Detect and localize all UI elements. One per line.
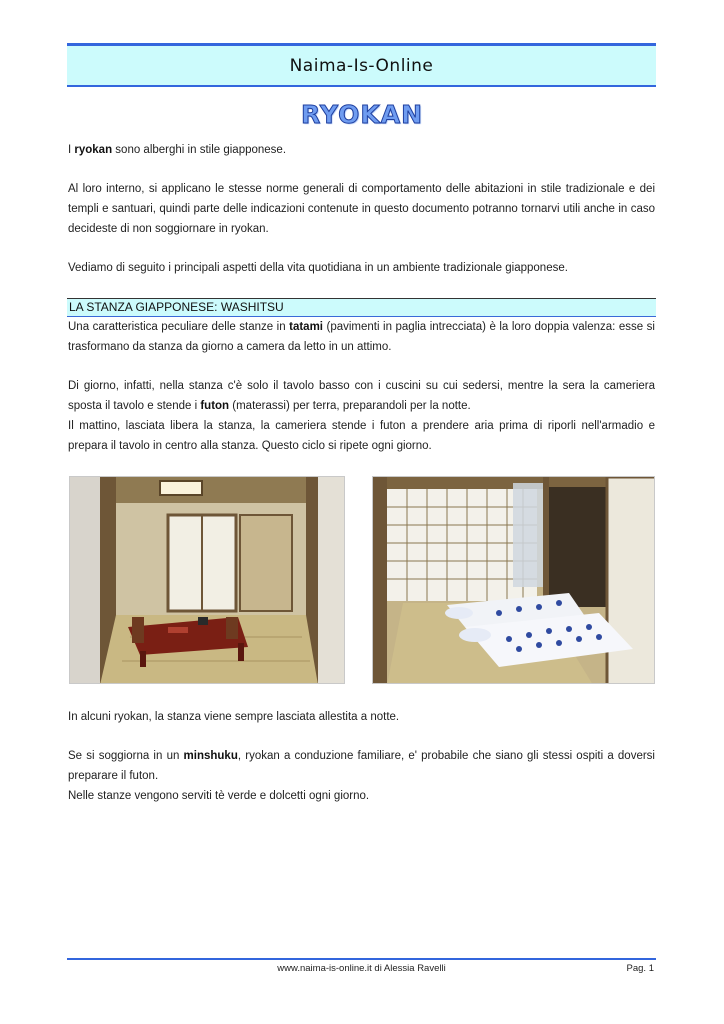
day-room-photo: [69, 476, 345, 684]
tatami-bold: tatami: [289, 321, 323, 333]
day-suffix: (materassi) per terra, preparandoli per la notte.: [229, 400, 471, 412]
interior-paragraph: Al loro interno, si applicano le stesse norme generali di comportamento delle abitazioni in stile tradizionale e dei templi e santuari, quindi parte delle indicazioni contenute in questo documento potranno tornarvi utili anche in caso decideste di non soggiornare in ryokan.: [68, 183, 655, 235]
section-heading-washitsu: LA STANZA GIAPPONESE: WASHITSU: [67, 298, 656, 317]
night-room-photo: [372, 476, 655, 684]
minshuku-suffix: , ryokan a conduzione familiare, e' probabile che siano gli stessi ospiti a doversi preparare il futon.: [68, 750, 655, 782]
site-title: Naima-Is-Online: [289, 56, 434, 76]
tatami-prefix: Una caratteristica peculiare delle stanze in: [68, 321, 290, 333]
day-bold: futon: [200, 400, 230, 412]
day-paragraph: [68, 376, 655, 416]
intro-suffix: sono alberghi in stile giapponese.: [112, 144, 287, 156]
intro-paragraph: [68, 140, 655, 160]
intro-bold: ryokan: [74, 144, 113, 156]
site-header-band: [67, 43, 656, 87]
aspects-paragraph: Vediamo di seguito i principali aspetti della vita quotidiana in un ambiente tradizionale giapponese.: [68, 262, 568, 274]
morning-paragraph: Il mattino, lasciata libera la stanza, la cameriera stende i futon a prendere aria prima di riporli nell'armadio e prepara il tavolo in centro alla stanza. Questo ciclo si ripete ogni giorno.: [68, 420, 655, 452]
always-ready-paragraph: In alcuni ryokan, la stanza viene sempre lasciata allestita a notte.: [68, 711, 400, 723]
minshuku-prefix: Se si soggiorna in un: [68, 750, 184, 762]
document-title: RYOKAN: [301, 100, 423, 129]
intro-prefix: I: [68, 144, 75, 156]
minshuku-bold: minshuku: [183, 750, 238, 762]
footer-credit: www.naima-is-online.it di Alessia Ravelli: [277, 963, 446, 974]
day-prefix: Di giorno, infatti, nella stanza c'è solo il tavolo basso con i cuscini su cui sedersi, mentre la sera la cameriera sposta il tavolo e stende i: [68, 380, 655, 412]
minshuku-paragraph: [68, 746, 655, 786]
tatami-paragraph: [68, 317, 655, 357]
night-room-illustration: [373, 477, 655, 684]
day-room-illustration: [70, 477, 345, 684]
page-number: Pag. 1: [626, 963, 654, 974]
tatami-suffix: (pavimenti in paglia intrecciata) è la loro doppia valenza: esse si trasformano da stanza da giorno a camera da letto in un attimo.: [68, 321, 655, 353]
footer-rule: [67, 958, 656, 960]
tea-paragraph: Nelle stanze vengono serviti tè verde e dolcetti ogni giorno.: [68, 790, 370, 802]
